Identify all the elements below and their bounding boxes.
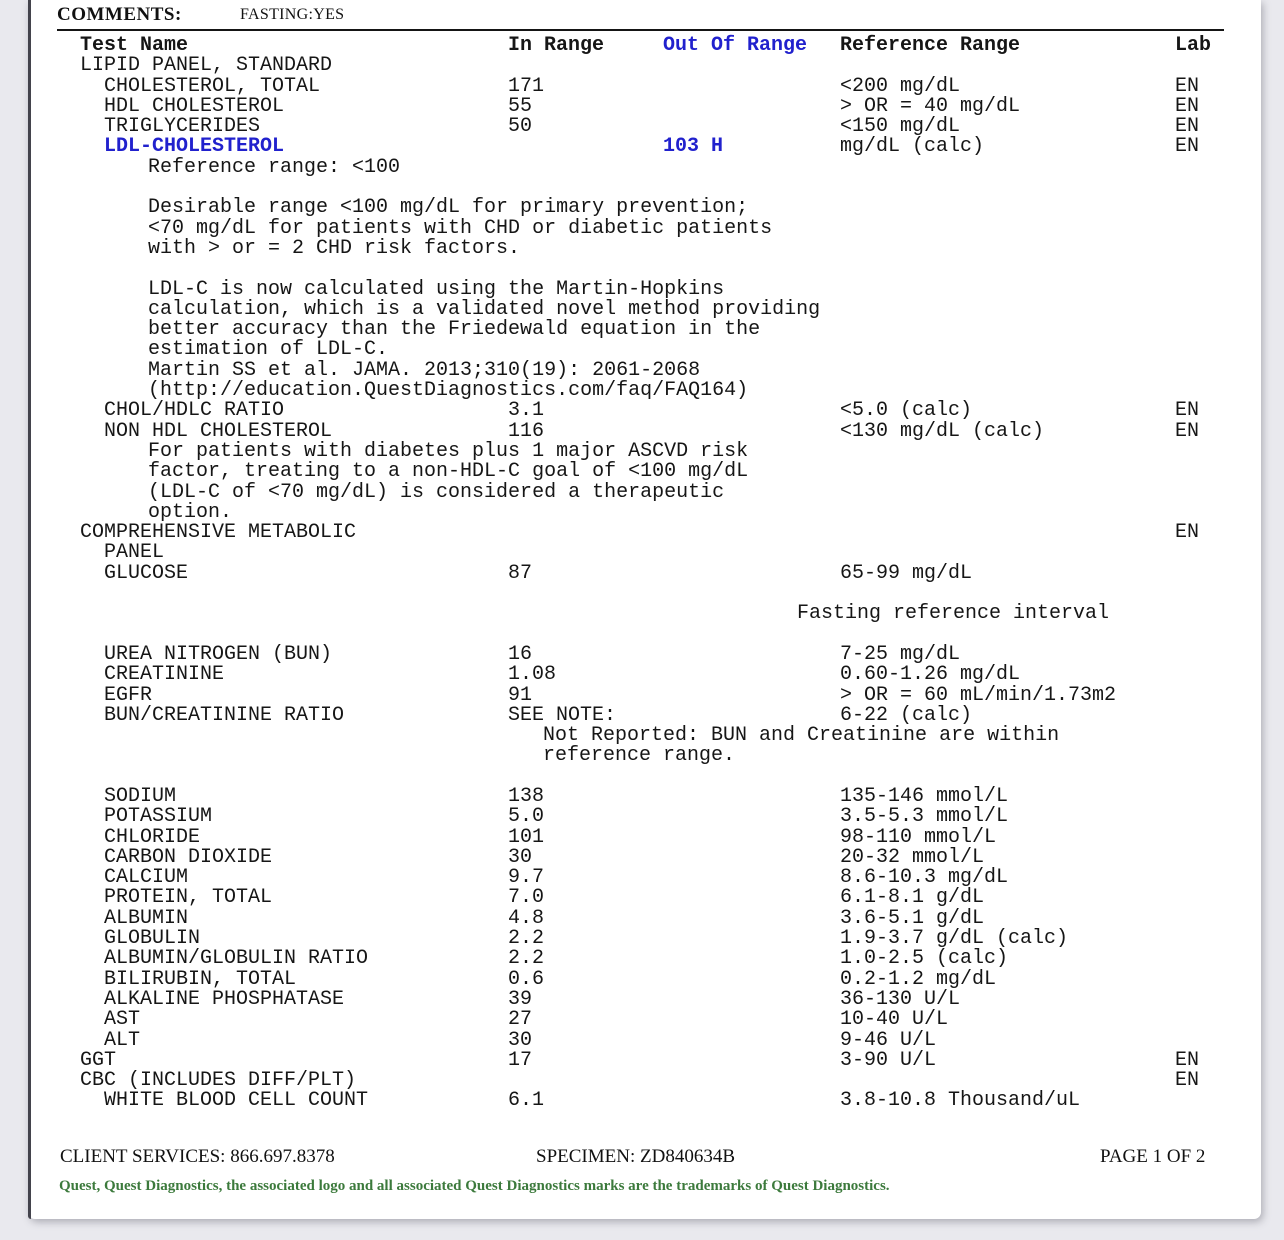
ref-cell: 6.1-8.1 g/dL	[840, 886, 985, 910]
ref-cell: 135-146 mmol/L	[840, 784, 1009, 808]
table-row	[28, 1028, 1261, 1052]
column-header-in-range: In Range	[508, 34, 605, 57]
lab-report-page	[28, 0, 1261, 1219]
table-row	[28, 523, 1261, 543]
ref-cell: 98-110 mmol/L	[840, 825, 997, 849]
test-name-cell: reference range.	[543, 744, 736, 768]
ref-cell: <200 mg/dL	[840, 74, 961, 98]
table-row	[28, 94, 1261, 118]
test-name-cell: Fasting reference interval	[797, 602, 1110, 626]
table-row	[28, 1048, 1261, 1072]
test-name-cell: HDL CHOLESTEROL	[104, 94, 285, 118]
in-cell: 101	[508, 825, 545, 849]
in-cell: 39	[508, 987, 533, 1011]
table-row	[28, 1091, 1261, 1111]
in-cell: 138	[508, 784, 545, 808]
table-row	[28, 807, 1261, 827]
in-cell: 2.2	[508, 927, 545, 951]
table-row	[28, 949, 1261, 969]
test-name-cell: CBC (INCLUDES DIFF/PLT)	[80, 1069, 357, 1093]
comments-divider	[57, 29, 1224, 31]
table-row	[28, 967, 1261, 991]
test-name-cell: LDL-C is now calculated using the Martin-Hopkins	[148, 277, 725, 301]
test-name-cell: Martin SS et al. JAMA. 2013;310(19): 2061-2068	[148, 358, 701, 382]
table-row	[28, 1010, 1261, 1030]
in-cell: 5.0	[508, 805, 545, 829]
test-name-cell: SODIUM	[104, 784, 177, 808]
fasting-status: FASTING:YES	[240, 6, 345, 23]
table-row	[28, 480, 1261, 504]
table-row	[28, 216, 1261, 240]
in-cell: 16	[508, 642, 533, 666]
ref-cell: <150 mg/dL	[840, 115, 961, 139]
table-row	[28, 401, 1261, 421]
table-row	[28, 784, 1261, 808]
table-header-row	[28, 36, 1261, 56]
results-table	[28, 36, 1261, 1112]
table-row	[28, 137, 1261, 157]
test-name-cell: BILIRUBIN, TOTAL	[104, 967, 297, 991]
in-cell: 116	[508, 419, 545, 443]
ref-cell: > OR = 40 mg/dL	[840, 94, 1021, 118]
in-cell: 3.1	[508, 399, 545, 423]
in-cell: 55	[508, 94, 533, 118]
test-name-cell: CREATININE	[104, 663, 225, 687]
ref-cell: 1.9-3.7 g/dL (calc)	[840, 927, 1069, 951]
test-name-cell: GGT	[80, 1048, 117, 1072]
in-cell: 50	[508, 115, 533, 139]
ref-cell: 7-25 mg/dL	[840, 642, 961, 666]
table-row	[28, 604, 1261, 624]
table-row	[28, 868, 1261, 888]
ref-cell: 36-130 U/L	[840, 987, 961, 1011]
lab-cell: EN	[1175, 521, 1200, 545]
ref-cell: 20-32 mmol/L	[840, 845, 985, 869]
test-name-cell: NON HDL CHOLESTEROL	[104, 419, 333, 443]
test-name-cell: option.	[148, 500, 233, 524]
test-name-cell: ALT	[104, 1028, 141, 1052]
table-row	[28, 1071, 1261, 1091]
test-name-cell: COMPREHENSIVE METABOLIC	[80, 521, 357, 545]
table-row	[28, 462, 1261, 482]
test-name-cell: calculation, which is a validated novel method providing	[148, 297, 821, 321]
ref-cell: 3-90 U/L	[840, 1048, 937, 1072]
test-name-cell: Not Reported: BUN and Creatinine are within	[543, 724, 1060, 748]
table-row	[28, 888, 1261, 908]
ref-cell: 10-40 U/L	[840, 1008, 949, 1032]
ref-cell: 3.5-5.3 mmol/L	[840, 805, 1009, 829]
test-name-cell: ALBUMIN/GLOBULIN RATIO	[104, 947, 369, 971]
test-name-cell: CHOL/HDLC RATIO	[104, 399, 285, 423]
table-row	[28, 845, 1261, 869]
table-row	[28, 340, 1261, 360]
in-cell: 6.1	[508, 1089, 545, 1113]
lab-cell: EN	[1175, 419, 1200, 443]
test-name-cell: Reference range: <100	[148, 155, 401, 179]
test-name-cell: ALKALINE PHOSPHATASE	[104, 987, 345, 1011]
lab-cell: EN	[1175, 1048, 1200, 1072]
ref-cell: 8.6-10.3 mg/dL	[840, 866, 1009, 890]
test-name-cell: PROTEIN, TOTAL	[104, 886, 273, 910]
column-header-lab: Lab	[1175, 34, 1212, 57]
table-row	[28, 56, 1261, 76]
lab-cell: EN	[1175, 74, 1200, 98]
table-row	[28, 929, 1261, 949]
trademark-notice: Quest, Quest Diagnostics, the associated logo and all associated Quest Diagnostics marks are the trademarks of Quest Diagnostics.	[59, 1178, 890, 1194]
in-cell: 2.2	[508, 947, 545, 971]
in-cell: 30	[508, 1028, 533, 1052]
test-name-cell: LIPID PANEL, STANDARD	[80, 54, 333, 78]
ref-cell: mg/dL (calc)	[840, 135, 985, 159]
in-cell: 27	[508, 1008, 533, 1032]
test-name-cell: For patients with diabetes plus 1 major ASCVD risk	[148, 439, 749, 463]
lab-cell: EN	[1175, 135, 1200, 159]
table-row	[28, 543, 1261, 563]
table-row	[28, 642, 1261, 666]
ref-cell: 3.8-10.8 Thousand/uL	[840, 1089, 1081, 1113]
test-name-cell: POTASSIUM	[104, 805, 213, 829]
ref-cell: 0.60-1.26 mg/dL	[840, 663, 1021, 687]
test-name-cell: (http://education.QuestDiagnostics.com/faq/FAQ164)	[148, 379, 749, 403]
in-cell: 4.8	[508, 906, 545, 930]
table-row-blank	[28, 178, 1261, 198]
table-row-blank	[28, 625, 1261, 645]
test-name-cell: CHOLESTEROL, TOTAL	[104, 74, 321, 98]
test-name-cell: Desirable range <100 mg/dL for primary prevention;	[148, 196, 749, 220]
in-cell: 17	[508, 1048, 533, 1072]
ref-cell: 6-22 (calc)	[840, 703, 973, 727]
in-cell: 91	[508, 683, 533, 707]
ref-cell: 3.6-5.1 g/dL	[840, 906, 985, 930]
ref-cell: 0.2-1.2 mg/dL	[840, 967, 997, 991]
table-row	[28, 320, 1261, 340]
results-table-body	[28, 56, 1261, 1111]
test-name-cell: PANEL	[104, 541, 165, 565]
test-name-cell: WHITE BLOOD CELL COUNT	[104, 1089, 369, 1113]
column-header-out-of-range: Out Of Range	[663, 34, 808, 57]
out-cell: 103 H	[663, 135, 724, 159]
test-name-cell: <70 mg/dL for patients with CHD or diabetic patients	[148, 216, 773, 240]
table-row	[28, 665, 1261, 685]
table-row	[28, 358, 1261, 382]
table-row-blank	[28, 767, 1261, 787]
column-header-reference-range: Reference Range	[840, 34, 1021, 57]
table-row-blank	[28, 584, 1261, 604]
table-row-blank	[28, 259, 1261, 279]
table-row	[28, 703, 1261, 727]
test-name-cell: BUN/CREATININE RATIO	[104, 703, 345, 727]
table-row	[28, 419, 1261, 443]
in-cell: 7.0	[508, 886, 545, 910]
in-cell: 30	[508, 845, 533, 869]
test-name-cell: TRIGLYCERIDES	[104, 115, 261, 139]
lab-cell: EN	[1175, 94, 1200, 118]
table-row	[28, 297, 1261, 321]
table-row	[28, 500, 1261, 524]
test-name-cell: CARBON DIOXIDE	[104, 845, 273, 869]
in-cell: 87	[508, 561, 533, 585]
ref-cell: 65-99 mg/dL	[840, 561, 973, 585]
in-cell: 0.6	[508, 967, 545, 991]
specimen-id: SPECIMEN: ZD840634B	[536, 1146, 735, 1167]
table-row	[28, 155, 1261, 179]
table-row	[28, 277, 1261, 301]
test-name-cell: GLOBULIN	[104, 927, 201, 951]
test-name-cell: ALBUMIN	[104, 906, 189, 930]
test-name-cell: GLUCOSE	[104, 561, 189, 585]
column-header-test-name: Test Name	[80, 34, 189, 57]
client-services: CLIENT SERVICES: 866.697.8378	[60, 1146, 335, 1167]
test-name-cell: with > or = 2 CHD risk factors.	[148, 236, 521, 260]
table-row	[28, 381, 1261, 401]
table-row	[28, 439, 1261, 463]
in-cell: 9.7	[508, 866, 545, 890]
in-cell: 1.08	[508, 663, 557, 687]
table-row	[28, 825, 1261, 849]
test-name-cell: CHLORIDE	[104, 825, 201, 849]
page-number: PAGE 1 OF 2	[1100, 1146, 1206, 1167]
table-row	[28, 117, 1261, 137]
test-name-cell: UREA NITROGEN (BUN)	[104, 642, 333, 666]
table-row	[28, 726, 1261, 746]
in-cell: SEE NOTE:	[508, 703, 617, 727]
table-row	[28, 236, 1261, 260]
lab-cell: EN	[1175, 115, 1200, 139]
test-name-cell: CALCIUM	[104, 866, 189, 890]
table-row	[28, 561, 1261, 585]
comments-label: COMMENTS:	[57, 4, 182, 25]
ref-cell: 9-46 U/L	[840, 1028, 937, 1052]
ref-cell: <130 mg/dL (calc)	[840, 419, 1045, 443]
table-row	[28, 74, 1261, 98]
lab-cell: EN	[1175, 399, 1200, 423]
in-cell: 171	[508, 74, 545, 98]
table-row	[28, 906, 1261, 930]
test-name-cell: better accuracy than the Friedewald equation in the	[148, 318, 761, 342]
table-row	[28, 987, 1261, 1011]
table-row	[28, 683, 1261, 707]
ref-cell: > OR = 60 mL/min/1.73m2	[840, 683, 1117, 707]
test-name-cell: LDL-CHOLESTEROL	[104, 135, 285, 159]
ref-cell: <5.0 (calc)	[840, 399, 973, 423]
test-name-cell: (LDL-C of <70 mg/dL) is considered a therapeutic	[148, 480, 725, 504]
ref-cell: 1.0-2.5 (calc)	[840, 947, 1009, 971]
lab-cell: EN	[1175, 1069, 1200, 1093]
test-name-cell: estimation of LDL-C.	[148, 338, 389, 362]
test-name-cell: AST	[104, 1008, 141, 1032]
test-name-cell: EGFR	[104, 683, 153, 707]
test-name-cell: factor, treating to a non-HDL-C goal of <100 mg/dL	[148, 460, 749, 484]
table-row	[28, 198, 1261, 218]
table-row	[28, 746, 1261, 766]
